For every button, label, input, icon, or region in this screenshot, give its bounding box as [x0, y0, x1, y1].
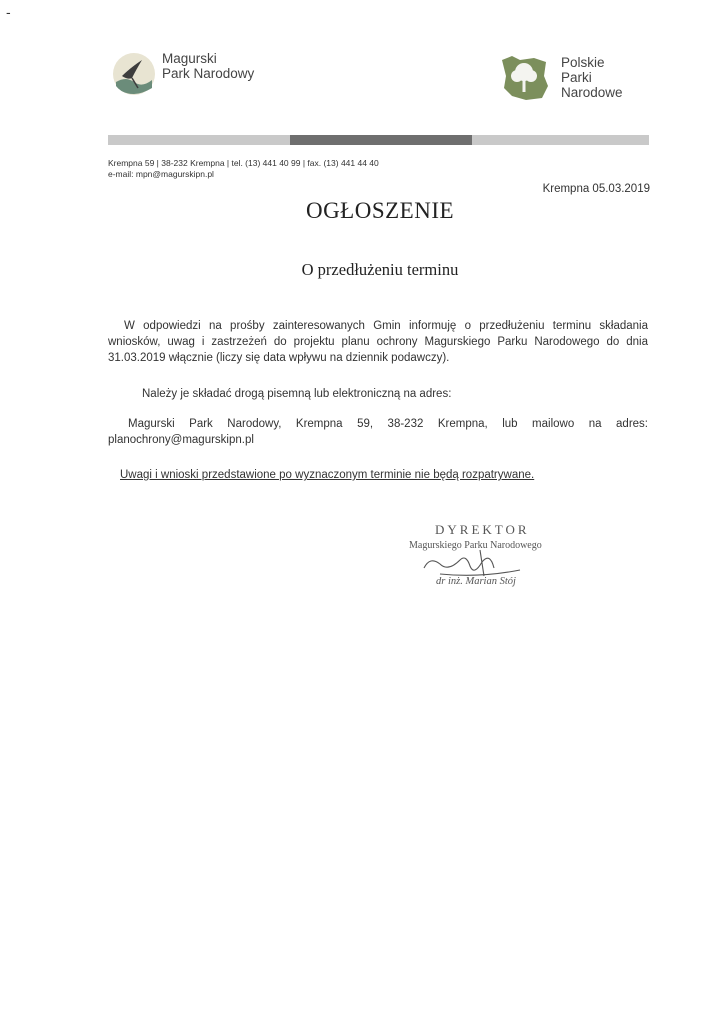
handwritten-signature	[420, 546, 530, 580]
corner-mark: -	[6, 4, 11, 20]
paragraph-address: Magurski Park Narodowy, Krempna 59, 38-232 Krempna, lub mailowo na adres: planochrony@magurskipn.pl	[108, 418, 648, 446]
document-title: OGŁOSZENIE	[305, 198, 455, 223]
mpn-name-line1: Magurski	[162, 51, 217, 66]
divider-segment-light	[472, 135, 649, 145]
divider-segment-dark	[290, 135, 472, 145]
contact-email-line: e-mail: mpn@magurskipn.pl	[108, 169, 214, 179]
ppn-name-line3: Narodowe	[561, 85, 623, 100]
ppn-logo-text	[561, 55, 623, 100]
document-date: Krempna 05.03.2019	[542, 183, 650, 195]
document-subtitle: O przedłużeniu terminu	[301, 260, 459, 279]
ppn-name-line1: Polskie	[561, 55, 605, 70]
paragraph-late-submissions-warning: Uwagi i wnioski przedstawione po wyznaczonym terminie nie będą rozpatrywane.	[120, 469, 535, 481]
mpn-name-line2: Park Narodowy	[162, 66, 255, 81]
stamp-title: DYREKTOR	[435, 522, 530, 537]
signatory-name: dr inż. Marian Stój	[436, 576, 516, 587]
stork-bird-logo-icon	[112, 52, 156, 96]
stamp-organization: Magurskiego Parku Narodowego	[409, 540, 542, 551]
contact-address-line: Krempna 59 | 38-232 Krempna | tel. (13) 441 40 99 | fax. (13) 441 44 40	[108, 158, 379, 168]
tree-in-map-logo-icon	[498, 52, 550, 104]
paragraph-extension-notice: W odpowiedzi na prośby zainteresowanych Gmin informuję o przedłużeniu terminu składania wniosków, uwag i zastrzeżeń do projektu planu ochrony Magurskiego Parku Narodowego do dnia 31.03.2019 włącznie (liczy się data wpływu na dziennik podawczy).	[108, 320, 648, 364]
divider-segment-light	[108, 135, 290, 145]
header-divider-bar	[108, 135, 649, 145]
mpn-logo-text	[162, 51, 254, 81]
ppn-name-line2: Parki	[561, 70, 592, 85]
paragraph-submission-method: Należy je składać drogą pisemną lub elektroniczną na adres:	[142, 388, 452, 400]
